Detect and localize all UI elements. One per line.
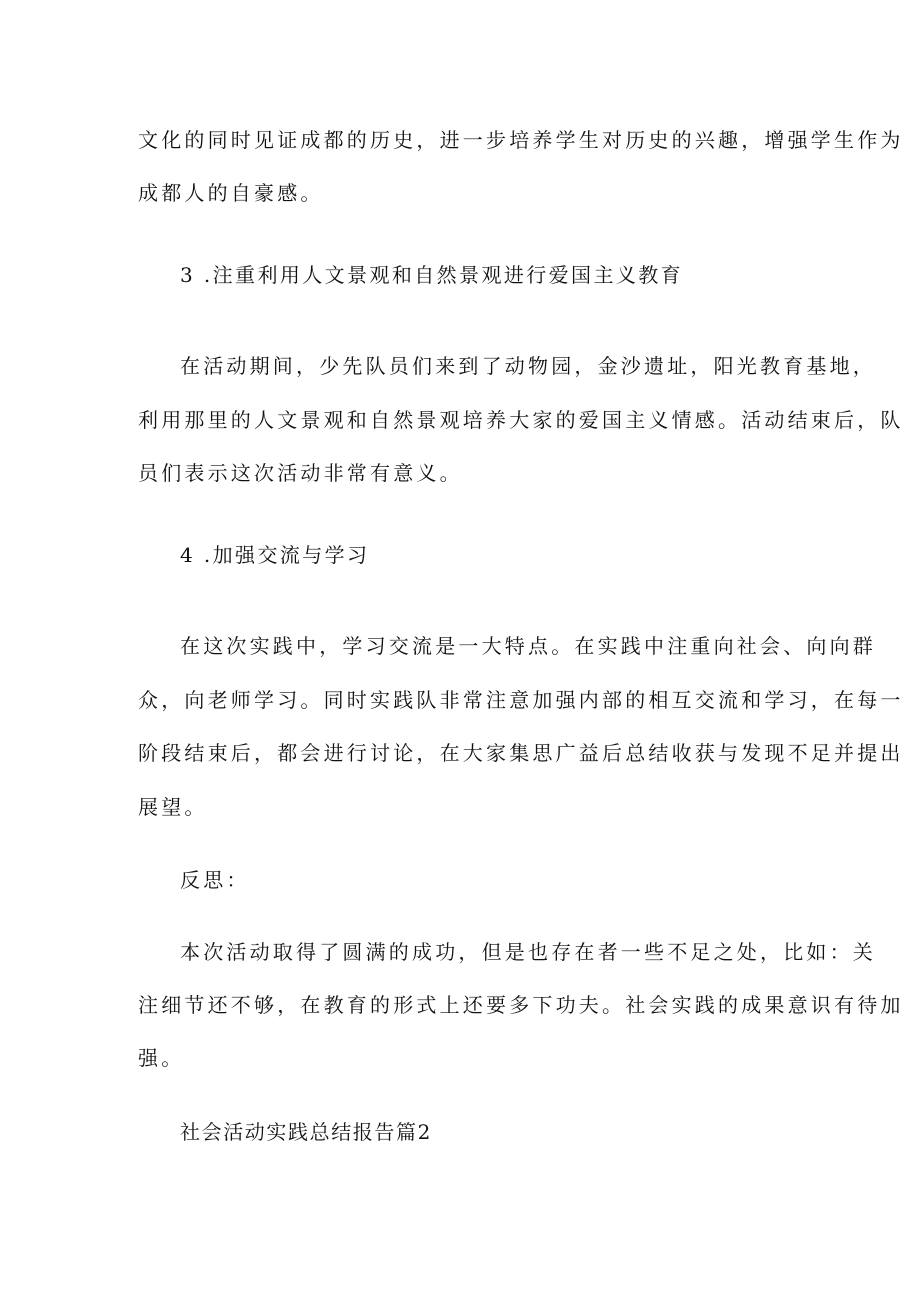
section-heading-3: 3 .注重利用人文景观和自然景观进行爱国主义教育 <box>180 263 684 287</box>
paragraph-line: 在活动期间，少先队员们来到了动物园，金沙遗址，阳光教育基地， <box>180 354 876 378</box>
paragraph-line: 众，向老师学习。同时实践队非常注意加强内部的相互交流和学习，在每一 <box>138 688 904 712</box>
paragraph-line: 强。 <box>138 1046 185 1070</box>
next-section-title: 社会活动实践总结报告篇2 <box>180 1120 432 1144</box>
paragraph-line: 文化的同时见证成都的历史，进一步培养学生对历史的兴趣，增强学生作为 <box>138 128 904 152</box>
reflection-label: 反思： <box>180 868 250 892</box>
paragraph-line: 本次活动取得了圆满的成功，但是也存在者一些不足之处，比如：关 <box>180 940 876 964</box>
paragraph-line: 利用那里的人文景观和自然景观培养大家的爱国主义情感。活动结束后，队 <box>138 408 904 432</box>
paragraph-line: 员们表示这次活动非常有意义。 <box>138 461 463 485</box>
paragraph-line: 注细节还不够，在教育的形式上还要多下功夫。社会实践的成果意识有待加 <box>138 993 904 1017</box>
paragraph-line: 在这次实践中，学习交流是一大特点。在实践中注重向社会、向向群 <box>180 634 876 658</box>
paragraph-line: 成都人的自豪感。 <box>138 181 324 205</box>
section-heading-4: 4 .加强交流与学习 <box>180 543 370 567</box>
paragraph-line: 阶段结束后，都会进行讨论，在大家集思广益后总结收获与发现不足并提出 <box>138 741 904 765</box>
paragraph-line: 展望。 <box>138 795 208 819</box>
